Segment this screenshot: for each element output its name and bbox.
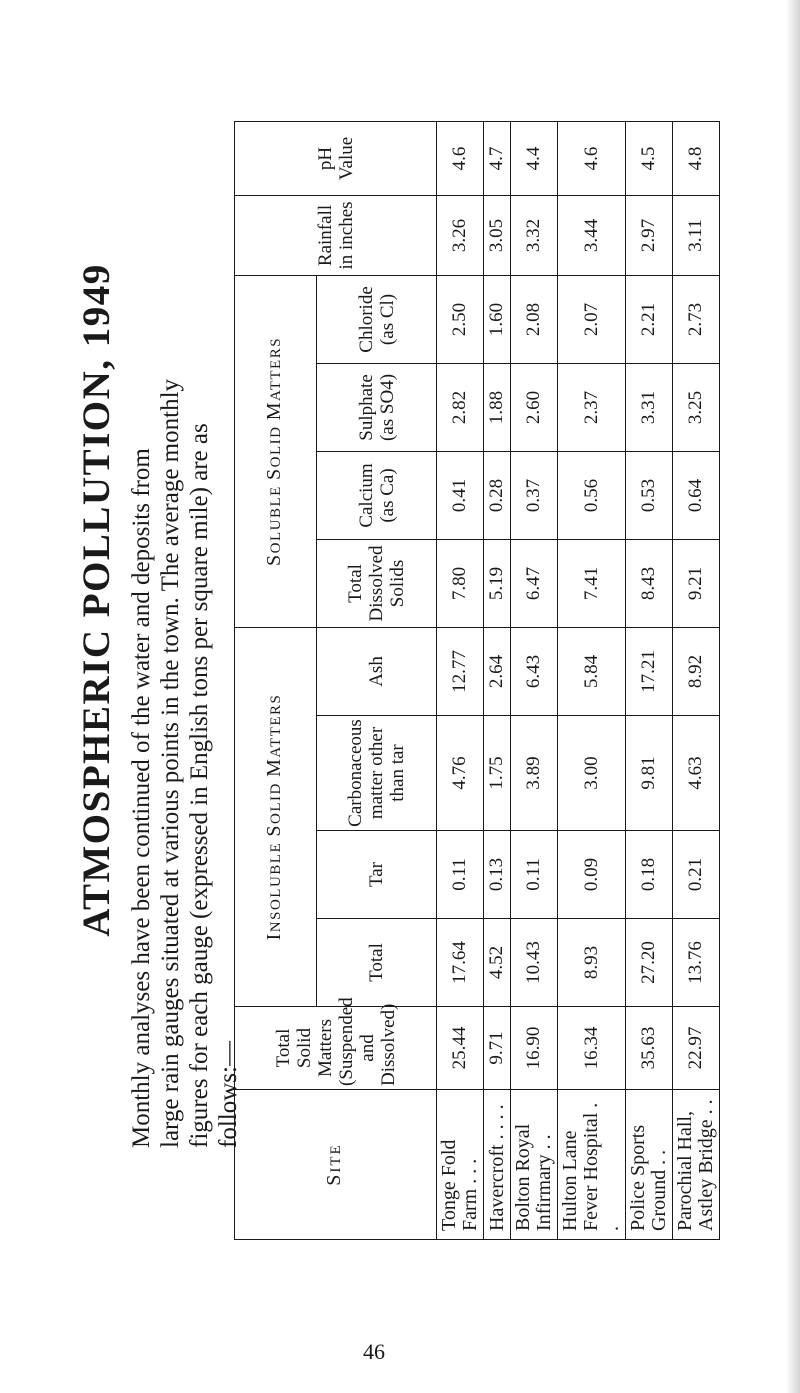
ph-value: 4.7: [484, 121, 511, 195]
calcium-value: 0.64: [673, 451, 720, 539]
ins-total-value: 4.52: [484, 919, 511, 1007]
carbonaceous-header: Carbonaceous matter other than tar: [317, 716, 437, 831]
ph-value: 4.6: [437, 121, 484, 195]
ash-value: 12.77: [437, 627, 484, 715]
soluble-section-header: SOLUBLE SOLID MATTERS: [235, 275, 317, 627]
sulphate-value: 2.82: [437, 363, 484, 451]
total-solid-value: 35.63: [626, 1007, 673, 1090]
page-edge-shadow: [786, 0, 800, 1393]
ph-value: 4.8: [673, 121, 720, 195]
calcium-header: Calcium (as Ca): [317, 451, 437, 539]
rainfall-value: 3.32: [511, 195, 558, 275]
tar-value: 0.18: [626, 831, 673, 919]
sulphate-value: 3.25: [673, 363, 720, 451]
page-number: 46: [363, 1339, 385, 1364]
rainfall-value: 3.05: [484, 195, 511, 275]
section-header-row: [235, 121, 317, 1239]
tar-value: 0.21: [673, 831, 720, 919]
tar-value: 0.11: [511, 831, 558, 919]
carbonaceous-value: 4.76: [437, 716, 484, 831]
pollution-table: [234, 121, 720, 1240]
total-solid-value: 16.34: [558, 1007, 626, 1090]
total-solid-value: 16.90: [511, 1007, 558, 1090]
chloride-value: 2.50: [437, 275, 484, 363]
ph-value: 4.5: [626, 121, 673, 195]
total-solid-value: 25.44: [437, 1007, 484, 1090]
carbonaceous-value: 4.63: [673, 716, 720, 831]
sulphate-value: 1.88: [484, 363, 511, 451]
insoluble-section-header: INSOLUBLE SOLID MATTERS: [235, 627, 317, 1006]
carbonaceous-value: 3.89: [511, 716, 558, 831]
chloride-value: 2.73: [673, 275, 720, 363]
total-solid-value: 22.97: [673, 1007, 720, 1090]
rainfall-value: 3.44: [558, 195, 626, 275]
ash-value: 2.64: [484, 627, 511, 715]
rainfall-value: 2.97: [626, 195, 673, 275]
chloride-value: 2.07: [558, 275, 626, 363]
intro-line: follows:—: [215, 1041, 242, 1148]
calcium-value: 0.56: [558, 451, 626, 539]
site-name: Havercroft . . . .: [484, 1090, 511, 1240]
chloride-header: Chloride (as Cl): [317, 275, 437, 363]
tar-value: 0.11: [437, 831, 484, 919]
ins-total-value: 13.76: [673, 919, 720, 1007]
rainfall-value: 3.26: [437, 195, 484, 275]
carbonaceous-value: 9.81: [626, 716, 673, 831]
dissolved-value: 7.41: [558, 539, 626, 627]
site-column-header: SITE: [235, 1090, 437, 1240]
ins-total-value: 8.93: [558, 919, 626, 1007]
calcium-value: 0.37: [511, 451, 558, 539]
carbonaceous-value: 3.00: [558, 716, 626, 831]
pollution-table-wrapper: [234, 132, 717, 1240]
total-solid-value: 9.71: [484, 1007, 511, 1090]
carbonaceous-value: 1.75: [484, 716, 511, 831]
dissolved-value: 6.47: [511, 539, 558, 627]
dissolved-value: 7.80: [437, 539, 484, 627]
rainfall-value: 3.11: [673, 195, 720, 275]
ph-value: 4.6: [558, 121, 626, 195]
ash-value: 8.92: [673, 627, 720, 715]
site-name: Police Sports Ground . .: [626, 1090, 673, 1240]
total-solid-header: Total Solid Matters (Suspended and Dissolved): [235, 1007, 437, 1090]
chloride-value: 2.21: [626, 275, 673, 363]
intro-line: large rain gauges situated at various points in the town. The average monthly: [157, 378, 184, 1148]
intro-line: figures for each gauge (expressed in English tons per square mile) are as: [186, 423, 213, 1148]
ash-value: 5.84: [558, 627, 626, 715]
tar-value: 0.09: [558, 831, 626, 919]
tar-value: 0.13: [484, 831, 511, 919]
page-title: ATMOSPHERIC POLLUTION, 1949: [75, 263, 118, 937]
site-name: Hulton Lane Fever Hospital . .: [558, 1090, 626, 1240]
table-row: [437, 121, 484, 1239]
table-row: [558, 121, 626, 1239]
dissolved-value: 5.19: [484, 539, 511, 627]
sulphate-value: 2.60: [511, 363, 558, 451]
table-row: [484, 121, 511, 1239]
dissolved-value: 8.43: [626, 539, 673, 627]
table-row: [626, 121, 673, 1239]
site-name: Bolton Royal Infirmary . .: [511, 1090, 558, 1240]
intro-line: Monthly analyses have been continued of the water and deposits from: [128, 448, 155, 1148]
chloride-value: 2.08: [511, 275, 558, 363]
ash-value: 6.43: [511, 627, 558, 715]
site-name: Tonge Fold Farm . . .: [437, 1090, 484, 1240]
intro-paragraph: [127, 379, 243, 1148]
rainfall-header: Rainfall in inches: [235, 195, 437, 275]
dissolved-header: Total Dissolved Solids: [317, 539, 437, 627]
chloride-value: 1.60: [484, 275, 511, 363]
calcium-value: 0.53: [626, 451, 673, 539]
site-name: Parochial Hall, Astley Bridge . .: [673, 1090, 720, 1240]
tar-header: Tar: [317, 831, 437, 919]
sulphate-value: 2.37: [558, 363, 626, 451]
ins-total-header: Total: [317, 919, 437, 1007]
dissolved-value: 9.21: [673, 539, 720, 627]
ash-header: Ash: [317, 627, 437, 715]
ash-value: 17.21: [626, 627, 673, 715]
ins-total-value: 27.20: [626, 919, 673, 1007]
ins-total-value: 17.64: [437, 919, 484, 1007]
ph-value: 4.4: [511, 121, 558, 195]
sulphate-header: Sulphate (as SO4): [317, 363, 437, 451]
table-row: [673, 121, 720, 1239]
ph-header: pH Value: [235, 121, 437, 195]
ins-total-value: 10.43: [511, 919, 558, 1007]
table-row: [511, 121, 558, 1239]
sulphate-value: 3.31: [626, 363, 673, 451]
calcium-value: 0.28: [484, 451, 511, 539]
calcium-value: 0.41: [437, 451, 484, 539]
